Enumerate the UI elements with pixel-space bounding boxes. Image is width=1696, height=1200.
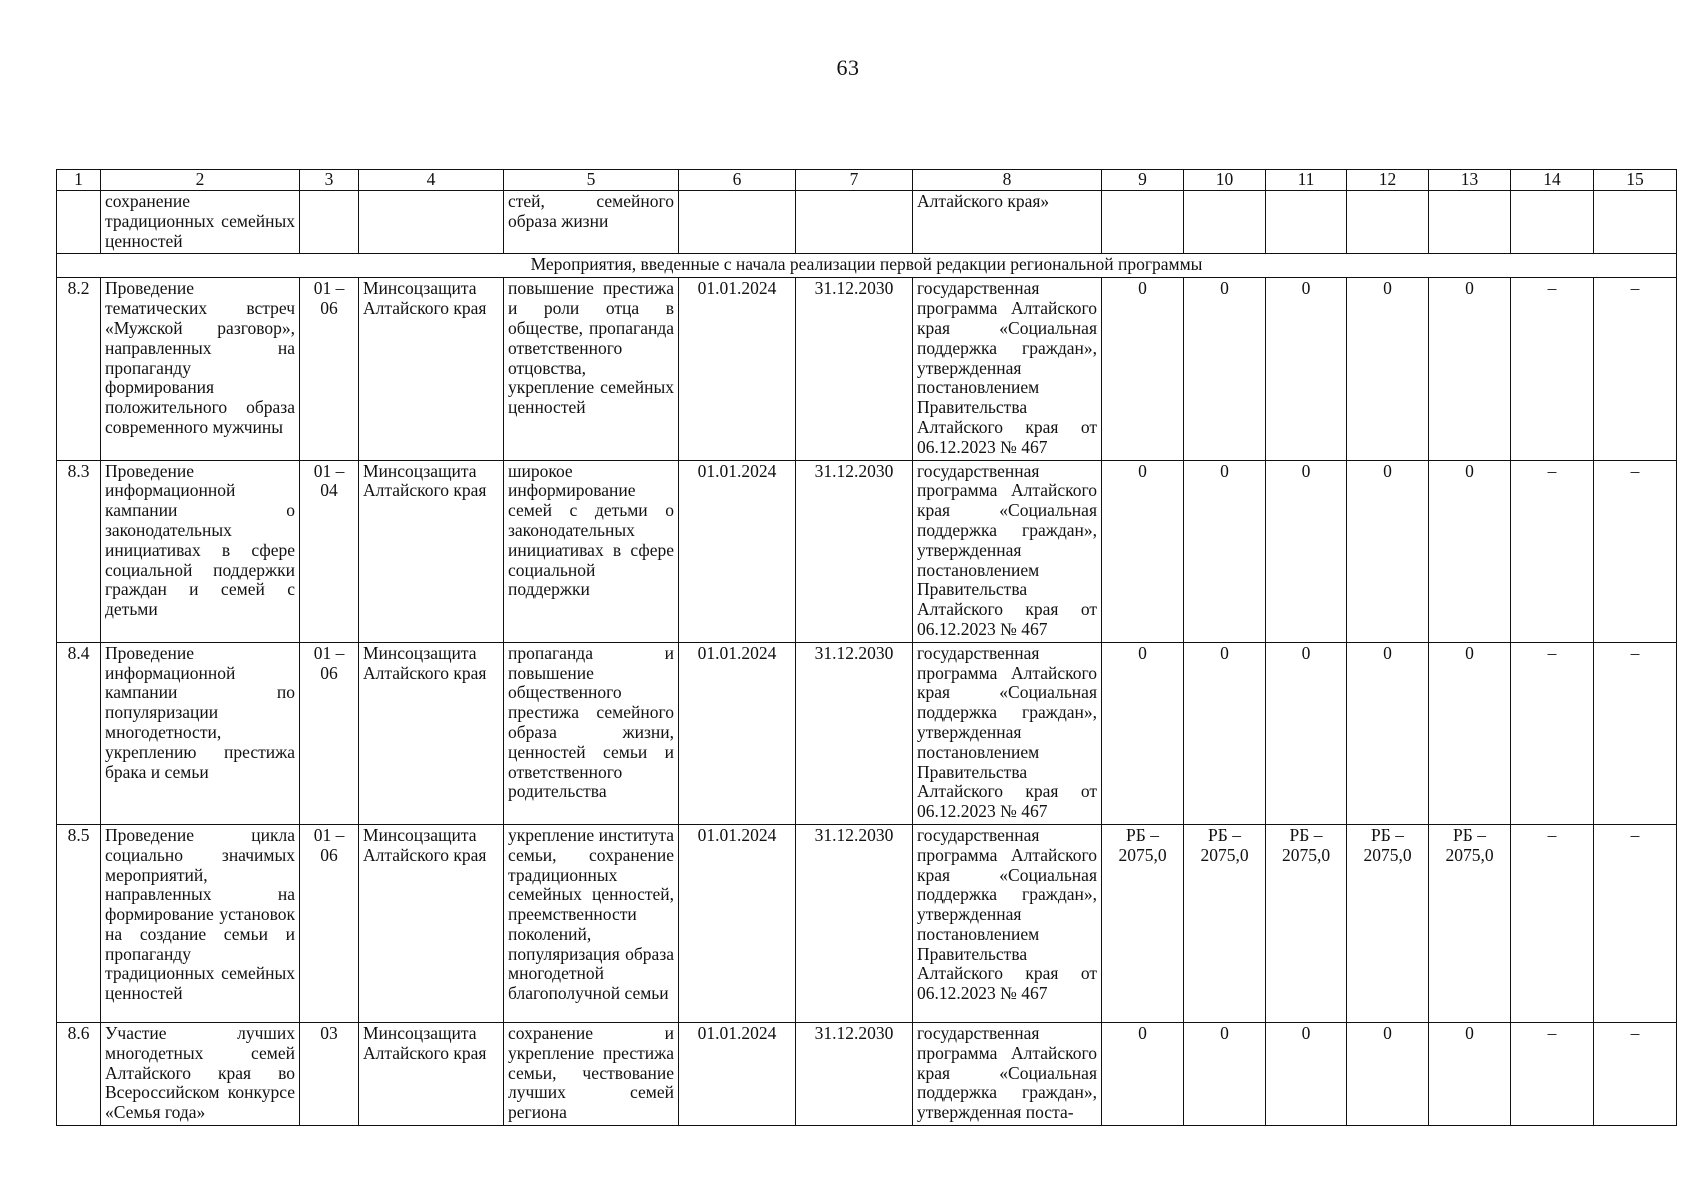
cell-code: 01 – 06 <box>300 824 359 1022</box>
cell-executor: Минсоцзащита Алтайского края <box>359 642 504 824</box>
cell-executor: Минсоцзащита Алтайского края <box>359 460 504 642</box>
cell-c13 <box>1429 191 1511 254</box>
cell-number: 8.4 <box>57 642 101 824</box>
cell-basis: государственная программа Алтайского края «Социальная поддержка граждан», утвержденная постановлением Правительства Алтайского края от 06.12.2023 № 467 <box>913 460 1102 642</box>
cell-c13: 0 <box>1429 278 1511 460</box>
cell-c10: 0 <box>1184 460 1266 642</box>
cell-c11: 0 <box>1266 1022 1347 1125</box>
cell-c11: 0 <box>1266 460 1347 642</box>
cell-number: 8.3 <box>57 460 101 642</box>
cell-name: Проведение информационной кампании о законодательных инициативах в сфере социальной поддержки граждан и семей с детьми <box>101 460 300 642</box>
cell-c13: 0 <box>1429 642 1511 824</box>
page-number: 63 <box>836 55 860 80</box>
column-number-row <box>57 170 1677 191</box>
cell-number: 8.2 <box>57 278 101 460</box>
cell-result: повышение престижа и роли отца в обществе, пропаганда ответственного отцовства, укрепление семейных ценностей <box>504 278 679 460</box>
cell-c15 <box>1594 191 1677 254</box>
cell-basis: Алтайского края» <box>913 191 1102 254</box>
cell-c10: 0 <box>1184 278 1266 460</box>
cell-start: 01.01.2024 <box>679 642 796 824</box>
cell-c15: – <box>1594 460 1677 642</box>
cell-start: 01.01.2024 <box>679 278 796 460</box>
table-row <box>57 824 1677 1022</box>
continued-row <box>57 191 1677 254</box>
column-number: 9 <box>1102 170 1184 191</box>
cell-number: 8.6 <box>57 1022 101 1125</box>
cell-basis: государственная программа Алтайского края «Социальная поддержка граждан», утвержденная постановлением Правительства Алтайского края от 06.12.2023 № 467 <box>913 642 1102 824</box>
cell-start: 01.01.2024 <box>679 824 796 1022</box>
cell-result: пропаганда и повышение общественного престижа семейного образа жизни, ценностей семьи и ответственного родительства <box>504 642 679 824</box>
cell-c15: – <box>1594 642 1677 824</box>
cell-number: 8.5 <box>57 824 101 1022</box>
cell-c14: – <box>1511 1022 1594 1125</box>
cell-end: 31.12.2030 <box>796 460 913 642</box>
column-number: 2 <box>101 170 300 191</box>
measures-table <box>56 169 1677 1126</box>
cell-executor: Минсоцзащита Алтайского края <box>359 278 504 460</box>
cell-c12: РБ – 2075,0 <box>1347 824 1429 1022</box>
cell-c15: – <box>1594 1022 1677 1125</box>
table-row <box>57 278 1677 460</box>
cell-number <box>57 191 101 254</box>
cell-c13: 0 <box>1429 460 1511 642</box>
cell-c9: 0 <box>1102 642 1184 824</box>
cell-basis: государственная программа Алтайского края «Социальная поддержка граждан», утвержденная постановлением Правительства Алтайского края от 06.12.2023 № 467 <box>913 824 1102 1022</box>
cell-c12 <box>1347 191 1429 254</box>
cell-end: 31.12.2030 <box>796 824 913 1022</box>
column-number: 10 <box>1184 170 1266 191</box>
column-number: 6 <box>679 170 796 191</box>
cell-name: Проведение информационной кампании по популяризации многодетности, укреплению престижа брака и семьи <box>101 642 300 824</box>
cell-c11 <box>1266 191 1347 254</box>
cell-c11: РБ – 2075,0 <box>1266 824 1347 1022</box>
cell-c12: 0 <box>1347 642 1429 824</box>
cell-executor <box>359 191 504 254</box>
cell-end: 31.12.2030 <box>796 1022 913 1125</box>
cell-c12: 0 <box>1347 460 1429 642</box>
cell-c10: 0 <box>1184 642 1266 824</box>
column-number: 3 <box>300 170 359 191</box>
column-number: 11 <box>1266 170 1347 191</box>
column-number: 12 <box>1347 170 1429 191</box>
cell-c13: 0 <box>1429 1022 1511 1125</box>
cell-result: широкое информирование семей с детьми о законодательных инициативах в сфере социальной поддержки <box>504 460 679 642</box>
cell-c9: 0 <box>1102 278 1184 460</box>
cell-end: 31.12.2030 <box>796 278 913 460</box>
cell-c12: 0 <box>1347 1022 1429 1125</box>
cell-name: Проведение цикла социально значимых мероприятий, направленных на формирование установок на создание семьи и пропаганду традиционных семейных ценностей <box>101 824 300 1022</box>
cell-end: 31.12.2030 <box>796 642 913 824</box>
column-number: 7 <box>796 170 913 191</box>
column-number: 8 <box>913 170 1102 191</box>
cell-c12: 0 <box>1347 278 1429 460</box>
cell-c15: – <box>1594 824 1677 1022</box>
cell-code: 01 – 04 <box>300 460 359 642</box>
section-title: Мероприятия, введенные с начала реализации первой редакции региональной программы <box>57 254 1677 278</box>
cell-basis: государственная программа Алтайского края «Социальная поддержка граждан», утвержденная поста- <box>913 1022 1102 1125</box>
cell-c9 <box>1102 191 1184 254</box>
cell-code <box>300 191 359 254</box>
cell-c14: – <box>1511 642 1594 824</box>
cell-result: стей, семейного образа жизни <box>504 191 679 254</box>
cell-c9: 0 <box>1102 460 1184 642</box>
table-row <box>57 642 1677 824</box>
cell-start: 01.01.2024 <box>679 1022 796 1125</box>
cell-c9: 0 <box>1102 1022 1184 1125</box>
table-row <box>57 460 1677 642</box>
cell-result: сохранение и укрепление престижа семьи, чествование лучших семей региона <box>504 1022 679 1125</box>
cell-c14: – <box>1511 278 1594 460</box>
column-number: 5 <box>504 170 679 191</box>
column-number: 15 <box>1594 170 1677 191</box>
cell-start <box>679 191 796 254</box>
cell-basis: государственная программа Алтайского края «Социальная поддержка граждан», утвержденная постановлением Правительства Алтайского края от 06.12.2023 № 467 <box>913 278 1102 460</box>
column-number: 14 <box>1511 170 1594 191</box>
cell-executor: Минсоцзащита Алтайского края <box>359 824 504 1022</box>
cell-c10: РБ – 2075,0 <box>1184 824 1266 1022</box>
section-row <box>57 254 1677 278</box>
cell-c14: – <box>1511 460 1594 642</box>
table-row <box>57 1022 1677 1125</box>
cell-c9: РБ – 2075,0 <box>1102 824 1184 1022</box>
cell-c14 <box>1511 191 1594 254</box>
cell-c13: РБ – 2075,0 <box>1429 824 1511 1022</box>
cell-c14: – <box>1511 824 1594 1022</box>
column-number: 1 <box>57 170 101 191</box>
column-number: 4 <box>359 170 504 191</box>
cell-code: 01 – 06 <box>300 642 359 824</box>
cell-code: 03 <box>300 1022 359 1125</box>
cell-executor: Минсоцзащита Алтайского края <box>359 1022 504 1125</box>
cell-code: 01 – 06 <box>300 278 359 460</box>
cell-end <box>796 191 913 254</box>
cell-name: Проведение тематических встреч «Мужской разговор», направленных на пропаганду формирования положительного образа современного мужчины <box>101 278 300 460</box>
cell-c11: 0 <box>1266 642 1347 824</box>
cell-name: сохранение традиционных семейных ценностей <box>101 191 300 254</box>
cell-start: 01.01.2024 <box>679 460 796 642</box>
cell-name: Участие лучших многодетных семей Алтайского края во Всероссийском конкурсе «Семья года» <box>101 1022 300 1125</box>
cell-c10: 0 <box>1184 1022 1266 1125</box>
cell-c10 <box>1184 191 1266 254</box>
column-number: 13 <box>1429 170 1511 191</box>
cell-result: укрепление института семьи, сохранение традиционных семейных ценностей, преемственности поколений, популяризация образа многодетной благополучной семьи <box>504 824 679 1022</box>
cell-c15: – <box>1594 278 1677 460</box>
cell-c11: 0 <box>1266 278 1347 460</box>
